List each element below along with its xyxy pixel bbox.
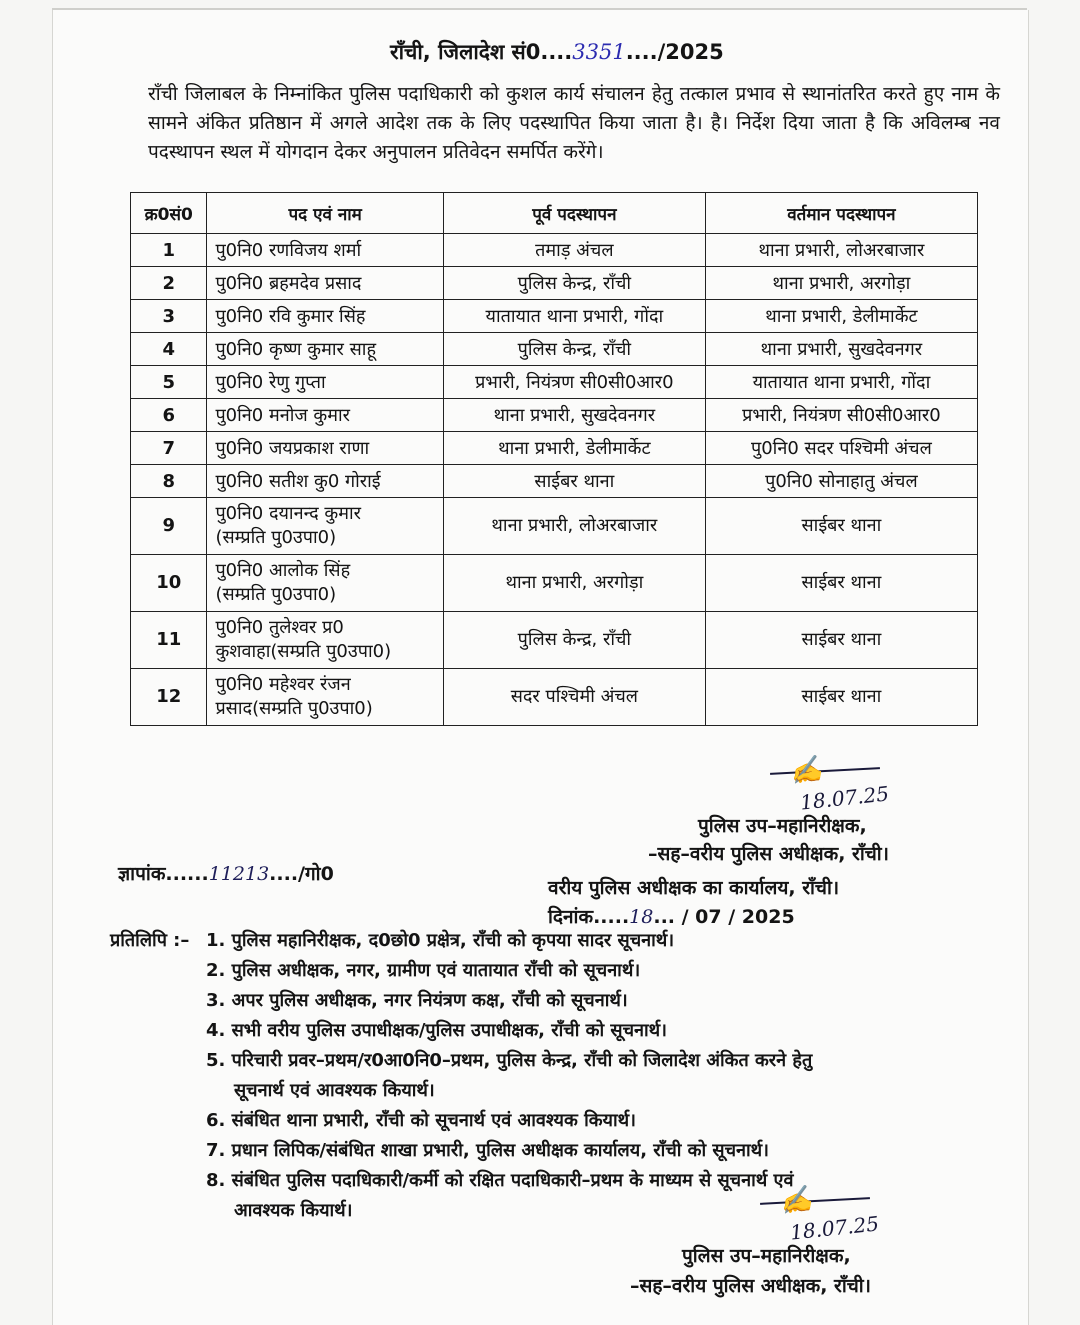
memo-number: 11213 (208, 863, 270, 885)
cell-previous: थाना प्रभारी, डेलीमार्केट (443, 432, 705, 465)
signature-1-date: 18.07.25 (798, 781, 891, 815)
list-item: 4. सभी वरीय पुलिस उपाधीक्षक/पुलिस उपाधीक्षक, राँची को सूचनार्थ। (206, 1020, 667, 1041)
date-prefix: दिनांक..... (548, 906, 630, 928)
cell-current: थाना प्रभारी, लोअरबाजार (705, 234, 977, 267)
cell-sn: 7 (131, 432, 207, 465)
cell-name (207, 612, 443, 669)
cell-name: पु0नि0 सतीश कु0 गोराई (207, 465, 443, 498)
signature-2-date: 18.07.25 (788, 1211, 881, 1245)
cell-name: पु0नि0 रणविजय शर्मा (207, 234, 443, 267)
table-row (131, 366, 978, 399)
memo-suffix: ..../गो0 (269, 863, 334, 885)
cell-previous: सदर पश्चिमी अंचल (443, 669, 705, 726)
transfer-table (130, 192, 978, 726)
cell-previous: थाना प्रभारी, सुखदेवनगर (443, 399, 705, 432)
cell-sn: 12 (131, 669, 207, 726)
table-header-row (131, 193, 978, 234)
cell-sn: 2 (131, 267, 207, 300)
cell-current: प्रभारी, नियंत्रण सी0सी0आर0 (705, 399, 977, 432)
cell-sn: 9 (131, 498, 207, 555)
cell-current: थाना प्रभारी, सुखदेवनगर (705, 333, 977, 366)
col-header-previous: पूर्व पदस्थापन (443, 193, 705, 234)
cell-current: साईबर थाना (705, 612, 977, 669)
cell-name: पु0नि0 ब्रहमदेव प्रसाद (207, 267, 443, 300)
table-row (131, 267, 978, 300)
list-item: 1. पुलिस महानिरीक्षक, द0छो0 प्रक्षेत्र, राँची को कृपया सादर सूचनार्थ। (206, 930, 675, 951)
cell-previous: पुलिस केन्द्र, राँची (443, 267, 705, 300)
signatory-2-title-line1: पुलिस उप–महानिरीक्षक, (682, 1245, 851, 1267)
cell-current: साईबर थाना (705, 498, 977, 555)
signature-1: ✍ (788, 753, 825, 789)
memo-prefix: ज्ञापांक...... (118, 863, 209, 885)
cell-sn: 8 (131, 465, 207, 498)
cell-current: थाना प्रभारी, डेलीमार्केट (705, 300, 977, 333)
memo-number-line (118, 860, 334, 886)
cell-previous: थाना प्रभारी, लोअरबाजार (443, 498, 705, 555)
cell-name: पु0नि0 कृष्ण कुमार साहू (207, 333, 443, 366)
name-line-2: (सम्प्रति पु0उपा0) (215, 584, 337, 605)
order-prefix: राँची, जिलादेश सं0.... (390, 40, 573, 64)
list-item: 6. संबंधित थाना प्रभारी, राँची को सूचनार्थ एवं आवश्यक कियार्थ। (206, 1110, 636, 1131)
cell-current: यातायात थाना प्रभारी, गोंदा (705, 366, 977, 399)
cell-sn: 11 (131, 612, 207, 669)
cell-current: साईबर थाना (705, 669, 977, 726)
list-item: 5. परिचारी प्रवर–प्रथम/र0आ0नि0–प्रथम, पुलिस केन्द्र, राँची को जिलादेश अंकित करने हेतु (206, 1050, 813, 1071)
copy-to-list (206, 928, 986, 1228)
cell-previous: साईबर थाना (443, 465, 705, 498)
office-name: वरीय पुलिस अधीक्षक का कार्यालय, राँची। (548, 877, 840, 899)
cell-previous: प्रभारी, नियंत्रण सी0सी0आर0 (443, 366, 705, 399)
table-row (131, 432, 978, 465)
cell-name (207, 498, 443, 555)
list-item: 3. अपर पुलिस अधीक्षक, नगर नियंत्रण कक्ष, राँची को सूचनार्थ। (206, 990, 628, 1011)
cell-sn: 5 (131, 366, 207, 399)
list-item-continuation: सूचनार्थ एवं आवश्यक कियार्थ। (234, 1080, 435, 1101)
cell-current: थाना प्रभारी, अरगोड़ा (705, 267, 977, 300)
name-line-2: प्रसाद(सम्प्रति पु0उपा0) (215, 698, 373, 719)
signatory-2-title-line2: –सह–वरीय पुलिस अधीक्षक, राँची। (630, 1275, 871, 1297)
list-item: 7. प्रधान लिपिक/संबंधित शाखा प्रभारी, पुलिस अधीक्षक कार्यालय, राँची को सूचनार्थ। (206, 1140, 770, 1161)
table-row (131, 555, 978, 612)
date-suffix: ... / 07 / 2025 (653, 906, 795, 928)
list-item-continuation: आवश्यक कियार्थ। (234, 1200, 353, 1221)
cell-previous: थाना प्रभारी, अरगोड़ा (443, 555, 705, 612)
cell-name (207, 555, 443, 612)
col-header-name: पद एवं नाम (207, 193, 443, 234)
order-heading (390, 38, 724, 66)
cell-sn: 4 (131, 333, 207, 366)
cell-previous: पुलिस केन्द्र, राँची (443, 612, 705, 669)
cell-previous: तमाड़ अंचल (443, 234, 705, 267)
date-day: 18 (629, 906, 654, 928)
cell-name (207, 669, 443, 726)
copy-to-label: प्रतिलिपि :– (110, 930, 190, 951)
table-row (131, 399, 978, 432)
cell-sn: 10 (131, 555, 207, 612)
list-item: 8. संबंधित पुलिस पदाधिकारी/कर्मी को रक्षित पदाधिकारी–प्रथम के माध्यम से सूचनार्थ एवं (206, 1170, 794, 1191)
col-header-current: वर्तमान पदस्थापन (705, 193, 977, 234)
cell-name: पु0नि0 रवि कुमार सिंह (207, 300, 443, 333)
cell-previous: यातायात थाना प्रभारी, गोंदा (443, 300, 705, 333)
signature-2: ✍ (778, 1183, 815, 1219)
name-line-1: पु0नि0 महेश्वर रंजन (215, 674, 351, 695)
col-header-sn: क्र0सं0 (131, 193, 207, 234)
list-item: 2. पुलिस अधीक्षक, नगर, ग्रामीण एवं यातायात राँची को सूचनार्थ। (206, 960, 641, 981)
cell-name: पु0नि0 रेणु गुप्ता (207, 366, 443, 399)
order-number: 3351 (572, 40, 626, 64)
order-suffix: ..../2025 (625, 40, 724, 64)
cell-current: पु0नि0 सदर पश्चिमी अंचल (705, 432, 977, 465)
cell-current: पु0नि0 सोनाहातु अंचल (705, 465, 977, 498)
name-line-1: पु0नि0 आलोक सिंह (215, 560, 351, 581)
cell-name: पु0नि0 जयप्रकाश राणा (207, 432, 443, 465)
table-row (131, 669, 978, 726)
cell-sn: 3 (131, 300, 207, 333)
name-line-2: (सम्प्रति पु0उपा0) (215, 527, 337, 548)
cell-previous: पुलिस केन्द्र, राँची (443, 333, 705, 366)
table-row (131, 612, 978, 669)
table-row (131, 234, 978, 267)
name-line-2: कुशवाहा(सम्प्रति पु0उपा0) (215, 641, 392, 662)
cell-sn: 6 (131, 399, 207, 432)
name-line-1: पु0नि0 तुलेश्वर प्र0 (215, 617, 344, 638)
table-row (131, 498, 978, 555)
table-row (131, 333, 978, 366)
table-row (131, 300, 978, 333)
memo-date-line (548, 903, 795, 929)
signatory-1-title-line2: –सह–वरीय पुलिस अधीक्षक, राँची। (648, 843, 889, 865)
cell-sn: 1 (131, 234, 207, 267)
signatory-1-title-line1: पुलिस उप–महानिरीक्षक, (698, 815, 867, 837)
cell-current: साईबर थाना (705, 555, 977, 612)
order-body-text: राँची जिलाबल के निम्नांकित पुलिस पदाधिकारी को कुशल कार्य संचालन हेतु तत्काल प्रभाव से स्थानांतरित करते हुए नाम के सामने अंकित प्रतिष्ठान में अगले आदेश तक के लिए पदस्थापित किया जाता है। है। निर्देश दिया जाता है कि अविलम्ब नव पदस्थापन स्थल में योगदान देकर अनुपालन प्रतिवेदन समर्पित करेंगे। (148, 83, 1000, 163)
table-row (131, 465, 978, 498)
cell-name: पु0नि0 मनोज कुमार (207, 399, 443, 432)
name-line-1: पु0नि0 दयानन्द कुमार (215, 503, 362, 524)
